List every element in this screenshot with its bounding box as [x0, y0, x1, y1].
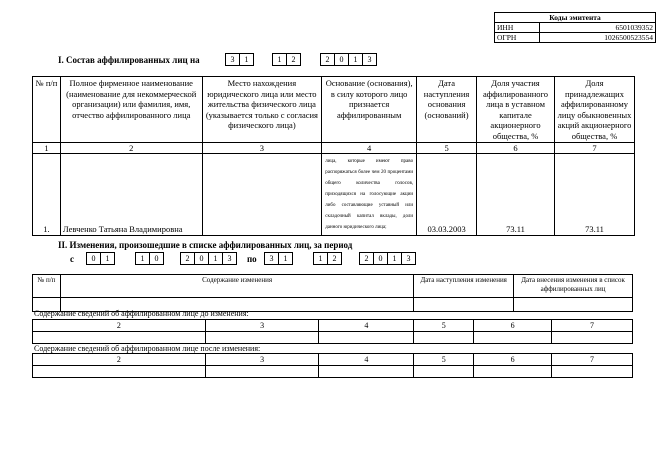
- column-index-row: [33, 143, 635, 154]
- section1-day: [225, 53, 254, 66]
- empty-cell: [319, 332, 414, 344]
- section1-title: I. Состав аффилированных лиц на: [58, 55, 200, 65]
- digit-box: 2: [359, 252, 374, 265]
- digit-box: 1: [349, 53, 363, 66]
- inn-value: 6501039352: [540, 23, 656, 33]
- index-cell: 4: [319, 354, 414, 366]
- after-index-row: [33, 354, 633, 366]
- empty-cell: [552, 332, 633, 344]
- row-share-capital: 73.11: [477, 154, 555, 236]
- empty-cell: [474, 366, 552, 378]
- row-share-common: 73.11: [554, 154, 634, 236]
- ogrn-label: ОГРН: [495, 33, 540, 43]
- digit-box: 2: [180, 252, 195, 265]
- section2-title: II. Изменения, произошедшие в списке аффилированных лиц, за период: [58, 240, 353, 250]
- digit-box: 3: [223, 252, 237, 265]
- digit-box: 0: [195, 252, 209, 265]
- index-cell: 5: [414, 354, 474, 366]
- index-cell: 6: [477, 143, 555, 154]
- inn-label: ИНН: [495, 23, 540, 33]
- empty-cell: [414, 298, 514, 312]
- index-cell: 5: [414, 320, 474, 332]
- empty-cell: [205, 366, 319, 378]
- empty-cell: [414, 366, 474, 378]
- empty-cell: [414, 332, 474, 344]
- section1-month: [272, 53, 301, 66]
- digit-box: 0: [374, 252, 388, 265]
- digit-box: 2: [328, 252, 342, 265]
- before-change-table: [32, 319, 633, 344]
- from-month: [135, 252, 164, 265]
- index-cell: 7: [552, 354, 633, 366]
- after-empty-row: [33, 366, 633, 378]
- header-location: Место нахождения юридического лица или место жительства физического лица (указывается только с согласия физического лица): [202, 77, 322, 143]
- after-change-table: [32, 353, 633, 378]
- after-change-caption: Содержание сведений об аффилированном лице после изменения:: [34, 344, 261, 353]
- digit-box: 1: [388, 252, 402, 265]
- before-change-caption: Содержание сведений об аффилированном лице до изменения:: [34, 309, 249, 318]
- digit-box: 3: [402, 252, 416, 265]
- empty-cell: [552, 366, 633, 378]
- row-date: 03.03.2003: [417, 154, 477, 236]
- digit-box: 1: [209, 252, 223, 265]
- row-location: [202, 154, 322, 236]
- empty-cell: [33, 332, 206, 344]
- header-num: № п/п: [33, 77, 61, 143]
- table-row: [33, 154, 635, 236]
- digit-box: 0: [86, 252, 101, 265]
- empty-cell: [205, 332, 319, 344]
- digit-box: 3: [264, 252, 279, 265]
- index-cell: 4: [319, 320, 414, 332]
- index-cell: 3: [205, 354, 319, 366]
- changes-header-date: Дата наступления изменения: [414, 275, 514, 298]
- digit-box: 2: [320, 53, 335, 66]
- index-cell: 1: [33, 143, 61, 154]
- period-from-label: с: [70, 254, 74, 264]
- issuer-codes-table: [494, 12, 656, 43]
- index-cell: 5: [417, 143, 477, 154]
- row-basis: лица, которые имеют право распоряжаться более чем 20 процентами общего количества голосов, приходящихся на голосующие акции либо составляющие уставный или складочный капитал вклады, доли данного юридического лица;: [322, 154, 417, 236]
- digit-box: 0: [150, 252, 164, 265]
- to-year: [359, 252, 416, 265]
- digit-box: 2: [287, 53, 301, 66]
- index-cell: 3: [202, 143, 322, 154]
- header-basis: Основание (основания), в силу которого лицо признается аффилированным: [322, 77, 417, 143]
- row-num: 1.: [33, 154, 61, 236]
- digit-box: 1: [313, 252, 328, 265]
- from-year: [180, 252, 237, 265]
- issuer-codes-header: Коды эмитента: [495, 13, 656, 23]
- digit-box: 3: [363, 53, 377, 66]
- changes-header-num: № п/п: [33, 275, 61, 298]
- to-day: [264, 252, 293, 265]
- index-cell: 4: [322, 143, 417, 154]
- empty-cell: [33, 366, 206, 378]
- index-cell: 7: [554, 143, 634, 154]
- index-cell: 7: [552, 320, 633, 332]
- digit-box: 1: [272, 53, 287, 66]
- period-to-label: по: [247, 254, 257, 264]
- to-month: [313, 252, 342, 265]
- digit-box: 1: [240, 53, 254, 66]
- digit-box: 1: [135, 252, 150, 265]
- header-name: Полное фирменное наименование (наименование для некоммерческой организации) или фамилия, имя, отчество аффилированного лица: [60, 77, 202, 143]
- before-empty-row: [33, 332, 633, 344]
- header-date: Дата наступления основания (оснований): [417, 77, 477, 143]
- from-day: [86, 252, 115, 265]
- index-cell: 2: [33, 320, 206, 332]
- changes-header-row: [33, 275, 633, 298]
- digit-box: 0: [335, 53, 349, 66]
- index-cell: 6: [474, 354, 552, 366]
- section1-year: [320, 53, 377, 66]
- empty-cell: [319, 366, 414, 378]
- index-cell: 6: [474, 320, 552, 332]
- changes-header-content: Содержание изменения: [60, 275, 413, 298]
- empty-cell: [514, 298, 633, 312]
- affiliated-persons-table: [32, 76, 635, 236]
- table-header-row: [33, 77, 635, 143]
- changes-table: [32, 274, 633, 312]
- header-share-capital: Доля участия аффилированного лица в уставном капитале акционерного общества, %: [477, 77, 555, 143]
- index-cell: 2: [60, 143, 202, 154]
- before-index-row: [33, 320, 633, 332]
- ogrn-value: 1026500523554: [540, 33, 656, 43]
- digit-box: 1: [101, 252, 115, 265]
- digit-box: 1: [279, 252, 293, 265]
- row-name: Левченко Татьяна Владимировна: [60, 154, 202, 236]
- empty-cell: [474, 332, 552, 344]
- index-cell: 3: [205, 320, 319, 332]
- digit-box: 3: [225, 53, 240, 66]
- header-share-common: Доля принадлежащих аффилированному лицу обыкновенных акций акционерного общества, %: [554, 77, 634, 143]
- index-cell: 2: [33, 354, 206, 366]
- changes-header-entry-date: Дата внесения изменения в список аффилированных лиц: [514, 275, 633, 298]
